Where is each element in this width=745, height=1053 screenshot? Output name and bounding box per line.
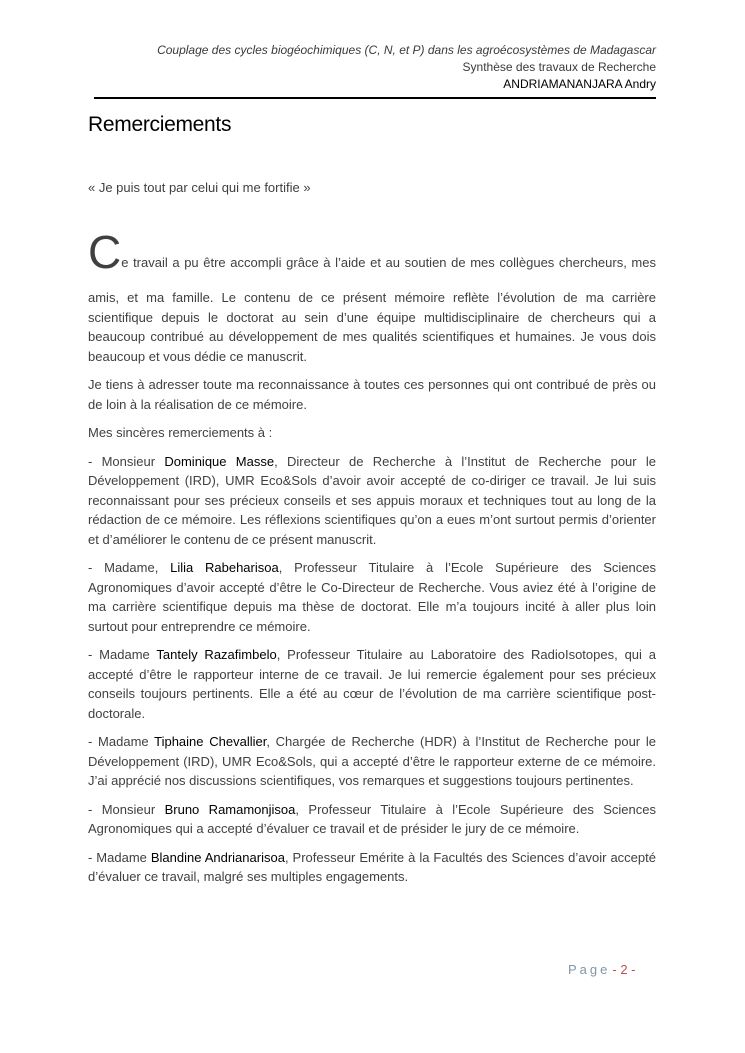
ack-text: , Professeur Titulaire à l’Ecole Supérieure des Sciences Agronomiques qui a accepté d’évaluer ce travail et de présider le jury de ce mémoire. (88, 801, 656, 836)
header-subtitle: Synthèse des travaux de Recherche (462, 60, 656, 74)
ack-text: , Directeur de Recherche à l’Institut de Recherche pour le Développement (IRD), UMR Eco&Sols d’avoir avoir accepté de co-diriger ce travail. Je lui suis reconnaissant pour ses précieux conseils et ses appuis moraux et techniques tout au long de la rédaction de ce mémoire. Les réflexions scientifiques qu’on a eues m’ont surtout permis d’orienter et d’améliorer le contenu de ce présent manuscrit. (88, 453, 657, 547)
thanks-intro: Mes sincères remerciements à : (88, 425, 273, 440)
epigraph: « Je puis tout par celui qui me fortifie » (88, 180, 311, 195)
acknowledgement-paragraph (88, 558, 656, 636)
page-label: Page (568, 962, 611, 977)
drop-cap: C (88, 226, 122, 278)
acknowledgement-paragraph (88, 732, 656, 791)
ack-text: , Chargée de Recherche (HDR) à l’Institut de Recherche pour le Développement (IRD), UMR Eco&Sols, qui a accepté d’être le rapporteur externe de ce mémoire. J’ai apprécié nos discussions scientifiques, vos remarques et suggestions toujours pertinentes. (88, 734, 656, 788)
intro-first-line-text: e travail a pu être accompli grâce à l’aide et au soutien de mes collègues chercheurs, mes (121, 254, 656, 270)
ack-person-name: Tantely Razafimbelo (156, 647, 277, 662)
acknowledgement-paragraph (88, 645, 656, 723)
ack-person-name: Blandine Andrianarisoa (150, 849, 285, 865)
gratitude-paragraph: Je tiens à adresser toute ma reconnaissance à toutes ces personnes qui ont contribué de près ou de loin à la réalisation de ce mémoire. (88, 377, 656, 412)
ack-text: , Professeur Titulaire au Laboratoire des RadioIsotopes, qui a accepté d’être le rapporteur interne de ce travail. Je lui remercie également pour ses précieux conseils toujours pertinents. Elle a été au cœur de l’évolution de ma carrière scientifique post-doctorale. (88, 647, 657, 721)
ack-prefix: - Monsieur (88, 801, 165, 817)
page-footer (568, 962, 636, 977)
ack-person-name: Lilia Rabeharisoa (170, 560, 279, 575)
ack-text: , Professeur Emérite à la Facultés des Sciences d’avoir accepté d’évaluer ce travail, malgré ses multiples engagements. (88, 849, 656, 884)
acknowledgement-paragraph (88, 848, 656, 887)
running-header (94, 42, 656, 93)
ack-prefix: - Madame (88, 849, 151, 865)
ack-prefix: - Madame (88, 734, 155, 749)
header-rule (94, 97, 656, 99)
ack-person-name: Dominique Masse (164, 453, 275, 469)
ack-prefix: - Monsieur (88, 453, 165, 469)
ack-text: , Professeur Titulaire à l’Ecole Supérieure des Sciences Agronomiques d’avoir accepté d’être le Co-Directeur de Recherche. Vous aviez été à l’origine de ma carrière scientifique depuis ma thèse de doctorat. Elle m’a toujours incité à aller plus loin surtout pour entreprendre ce mémoire. (88, 560, 657, 634)
acknowledgement-paragraph (88, 452, 656, 550)
intro-paragraph: amis, et ma famille. Le contenu de ce présent mémoire reflète l’évolution de ma carrière scientifique depuis le doctorat au sein d’une équipe multidisciplinaire de chercheurs qui a beaucoup contribué au développement de mes qualités scientifiques et humaines. Je vous dois beaucoup et vous dédie ce manuscrit. (88, 290, 656, 364)
header-author: ANDRIAMANANJARA Andry (503, 77, 656, 91)
page-number: - 2 - (612, 962, 636, 977)
ack-person-name: Tiphaine Chevallier (154, 734, 267, 749)
acknowledgement-paragraph (88, 800, 656, 839)
intro-first-line (88, 222, 656, 278)
document-body (88, 222, 656, 896)
page-title: Remerciements (88, 113, 232, 136)
ack-person-name: Bruno Ramamonjisoa (164, 801, 296, 817)
ack-prefix: - Madame (88, 647, 157, 662)
ack-prefix: - Madame, (88, 560, 171, 575)
header-title: Couplage des cycles biogéochimiques (C, N, et P) dans les agroécosystèmes de Madagascar (157, 43, 656, 57)
